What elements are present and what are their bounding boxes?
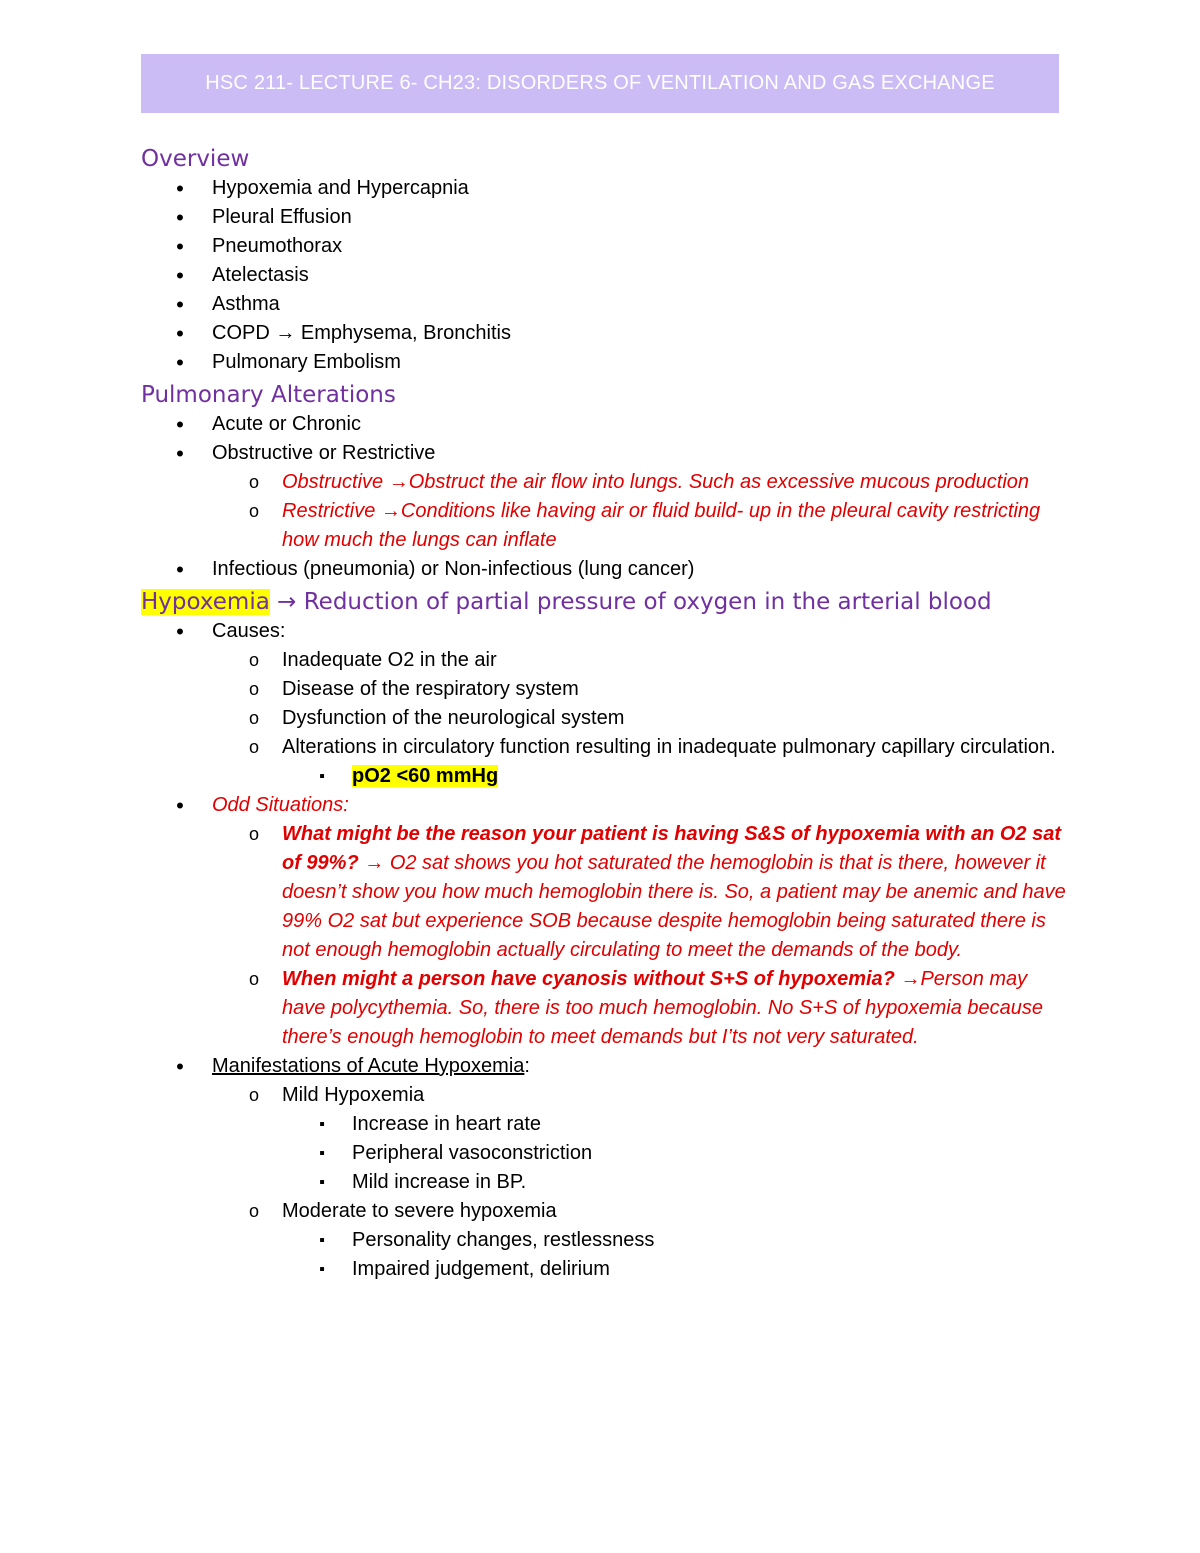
hypoxemia-term: Hypoxemia: [141, 589, 270, 615]
square-bullet-icon: ▪: [319, 1174, 325, 1191]
sub-sub-list-item: [141, 762, 1071, 791]
po2-threshold: pO2 <60 mmHg: [352, 765, 499, 787]
bullet-icon: •: [176, 176, 184, 201]
sub-sub-list-item: ▪ Personality changes, restlessness: [141, 1226, 1071, 1255]
document-body: [141, 144, 1071, 1284]
circle-bullet-icon: o: [248, 501, 259, 521]
list-item: • COPD → Emphysema, Bronchitis: [141, 319, 1071, 348]
list-item: • Obstructive or Restrictive: [141, 439, 1071, 468]
hypoxemia-definition: Reduction of partial pressure of oxygen in the arterial blood: [303, 589, 992, 615]
bullet-icon: •: [176, 292, 184, 317]
sub-list-item: o Alterations in circulatory function resulting in inadequate pulmonary capillary circulation.: [141, 733, 1071, 762]
circle-bullet-icon: o: [248, 679, 259, 699]
bullet-icon: •: [176, 793, 184, 818]
arrow-icon: →: [364, 852, 385, 874]
sub-list-item: o When might a person have cyanosis without S+S of hypoxemia? →Person may have polycythemia. So, there is too much hemoglobin. No S+S of hypoxemia because there’s enough hemoglobin to meet demands but I’ts not very saturated.: [141, 965, 1071, 1052]
list-item: • Infectious (pneumonia) or Non-infectious (lung cancer): [141, 555, 1071, 584]
bullet-icon: •: [176, 205, 184, 230]
list-item: • Pulmonary Embolism: [141, 348, 1071, 377]
square-bullet-icon: ▪: [319, 768, 325, 785]
circle-bullet-icon: o: [248, 650, 259, 670]
arrow-icon: →: [900, 968, 921, 990]
sub-list-item: o Moderate to severe hypoxemia: [141, 1197, 1071, 1226]
bullet-icon: •: [176, 321, 184, 346]
list-item: • Asthma: [141, 290, 1071, 319]
arrow-icon: →: [380, 500, 401, 522]
list-item: • Acute or Chronic: [141, 410, 1071, 439]
circle-bullet-icon: o: [248, 1085, 259, 1105]
sub-list-item: o Disease of the respiratory system: [141, 675, 1071, 704]
pulmonary-alterations-heading: Pulmonary Alterations: [141, 382, 396, 408]
arrow-icon: →: [277, 589, 297, 615]
sub-list-item: o Mild Hypoxemia: [141, 1081, 1071, 1110]
bullet-icon: •: [176, 234, 184, 259]
sub-list-item: o What might be the reason your patient is having S&S of hypoxemia with an O2 sat of 99%? → O2 sat shows you hot saturated the hemoglobin is that is there, however it doesn’t show you how much hemoglobin there is. So, a patient may be anemic and have 99% O2 sat but experience SOB because despite hemoglobin being saturated there is not enough hemoglobin actually circulating to meet the demands of the body.: [141, 820, 1071, 965]
bullet-icon: •: [176, 350, 184, 375]
circle-bullet-icon: o: [248, 472, 259, 492]
list-item: • Pleural Effusion: [141, 203, 1071, 232]
circle-bullet-icon: o: [248, 708, 259, 728]
sub-list-item: o Dysfunction of the neurological system: [141, 704, 1071, 733]
sub-list-item: o Obstructive →Obstruct the air flow into lungs. Such as excessive mucous production: [141, 468, 1071, 497]
bullet-icon: •: [176, 412, 184, 437]
list-item: • Manifestations of Acute Hypoxemia:: [141, 1052, 1071, 1081]
square-bullet-icon: ▪: [319, 1232, 325, 1249]
circle-bullet-icon: o: [248, 969, 259, 989]
sub-sub-list-item: ▪ Mild increase in BP.: [141, 1168, 1071, 1197]
list-item: • Odd Situations:: [141, 791, 1071, 820]
bullet-icon: •: [176, 263, 184, 288]
document-title: HSC 211- LECTURE 6- CH23: DISORDERS OF VENTILATION AND GAS EXCHANGE: [205, 72, 995, 94]
square-bullet-icon: ▪: [319, 1145, 325, 1162]
bullet-icon: •: [176, 619, 184, 644]
list-item: • Hypoxemia and Hypercapnia: [141, 174, 1071, 203]
circle-bullet-icon: o: [248, 1201, 259, 1221]
title-banner: [141, 54, 1059, 113]
arrow-icon: →: [388, 471, 409, 493]
list-item: • Causes:: [141, 617, 1071, 646]
sub-list-item: o Restrictive →Conditions like having air or fluid build- up in the pleural cavity restricting how much the lungs can inflate: [141, 497, 1071, 555]
bullet-icon: •: [176, 557, 184, 582]
hypoxemia-heading: [141, 587, 1071, 617]
square-bullet-icon: ▪: [319, 1116, 325, 1133]
bullet-icon: •: [176, 1054, 184, 1079]
circle-bullet-icon: o: [248, 824, 259, 844]
list-item: • Atelectasis: [141, 261, 1071, 290]
sub-sub-list-item: ▪ Increase in heart rate: [141, 1110, 1071, 1139]
bullet-icon: •: [176, 441, 184, 466]
square-bullet-icon: ▪: [319, 1261, 325, 1278]
overview-heading: Overview: [141, 146, 250, 172]
sub-list-item: o Inadequate O2 in the air: [141, 646, 1071, 675]
sub-sub-list-item: ▪ Peripheral vasoconstriction: [141, 1139, 1071, 1168]
list-item: • Pneumothorax: [141, 232, 1071, 261]
circle-bullet-icon: o: [248, 737, 259, 757]
sub-sub-list-item: ▪ Impaired judgement, delirium: [141, 1255, 1071, 1284]
